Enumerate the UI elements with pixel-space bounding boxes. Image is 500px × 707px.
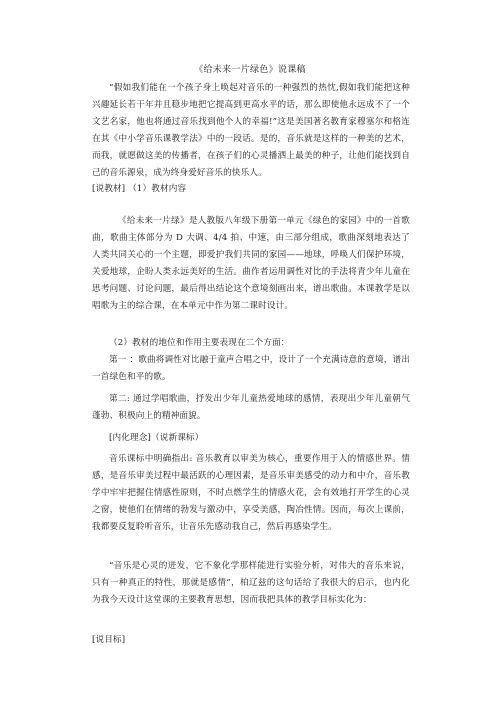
section-heading-concept: [内化理念]（说新课标） [109,433,204,443]
document-title: 《给未来一片绿色》说课稿 [194,65,306,75]
berlioz-quote-paragraph: “音乐是心灵的迸发，它不象化学那样能进行实验分析，对伟大的音乐来说，只有一种真正的特性，那就是感情”，柏辽兹的这句话给了我很大的启示，也内化为我今天设计这堂课的主要教育思想，因而我把具体的教学目标实化为： [92,561,410,605]
textbook-role-heading: （2）教材的地位和作用主要表现在二个方面： [109,338,290,348]
section-heading-goals: [说目标] [92,635,126,645]
role-point-two: 第二: 通过学唱歌曲，抒发出少年儿童热爱地球的感情，表现出少年儿童朝气蓬勃、积极向上的精神面貌。 [92,394,410,421]
textbook-content-paragraph: 《给未来一片绿》是人教版八年级下册第一单元《绿色的家园》中的一首歌曲，歌曲主体部分为 D 大调、4/4 拍、中速，由三部分组成，歌曲深刻地表达了人类共同关心的一个主题，即爱护我们共同的家园——地球，呼唤人们保护环境，关爱地球，企盼人类永远美好的生活。曲作者运用调性对比的手法将青少年儿童在思考问题、讨论问题，最后得出结论这个意境刻画出来，谱出歌曲。本课教学是以唱歌为主的综合课，在本单元中作为第二课时设计。 [92,216,410,311]
role-point-one: 第一 ：歌曲将调性对比融于童声合唱之中，设计了一个充满诗意的意境，谱出一首绿色和平的歌。 [92,355,410,382]
curriculum-paragraph: 音乐课标中明确指出: 音乐教育以审美为核心，重要作用于人的情感世界。情感，是音乐审美过程中最活跃的心理因素，是音乐审美感受的动力和中介，音乐教学中牢牢把握住情感性原则，不时点燃学生的情感火花，会有效地打开学生的心灵之窗，使他们在情绪的勃发与激动中，享受美感，陶冶性情。因而，每次上课前，我都要反复聆听音乐，让音乐先感动我自己，然后再感染学生。 [92,454,410,532]
section-heading-textbook: [说教材] （1）教材内容 [92,184,187,194]
intro-paragraph: “假如我们能在一个孩子身上唤起对音乐的一种强烈的热忱,假如我们能把这种兴趣延长若干年并且稳步地把它提高到更高水平的话，那么即使他永远成不了一个文艺名家，他也将通过音乐找到他个人的幸福!”这是美国著名教育家穆塞尔和格连在其《中小学音乐课教学法》中的一段话。是的，音乐就是这样的一种美的艺术，而我，就愿做这美的传播者，在孩子们的心灵播洒上最美的种子，让他们能找到自己的音乐源泉，成为终身爱好音乐的快乐人。 [92,83,410,178]
